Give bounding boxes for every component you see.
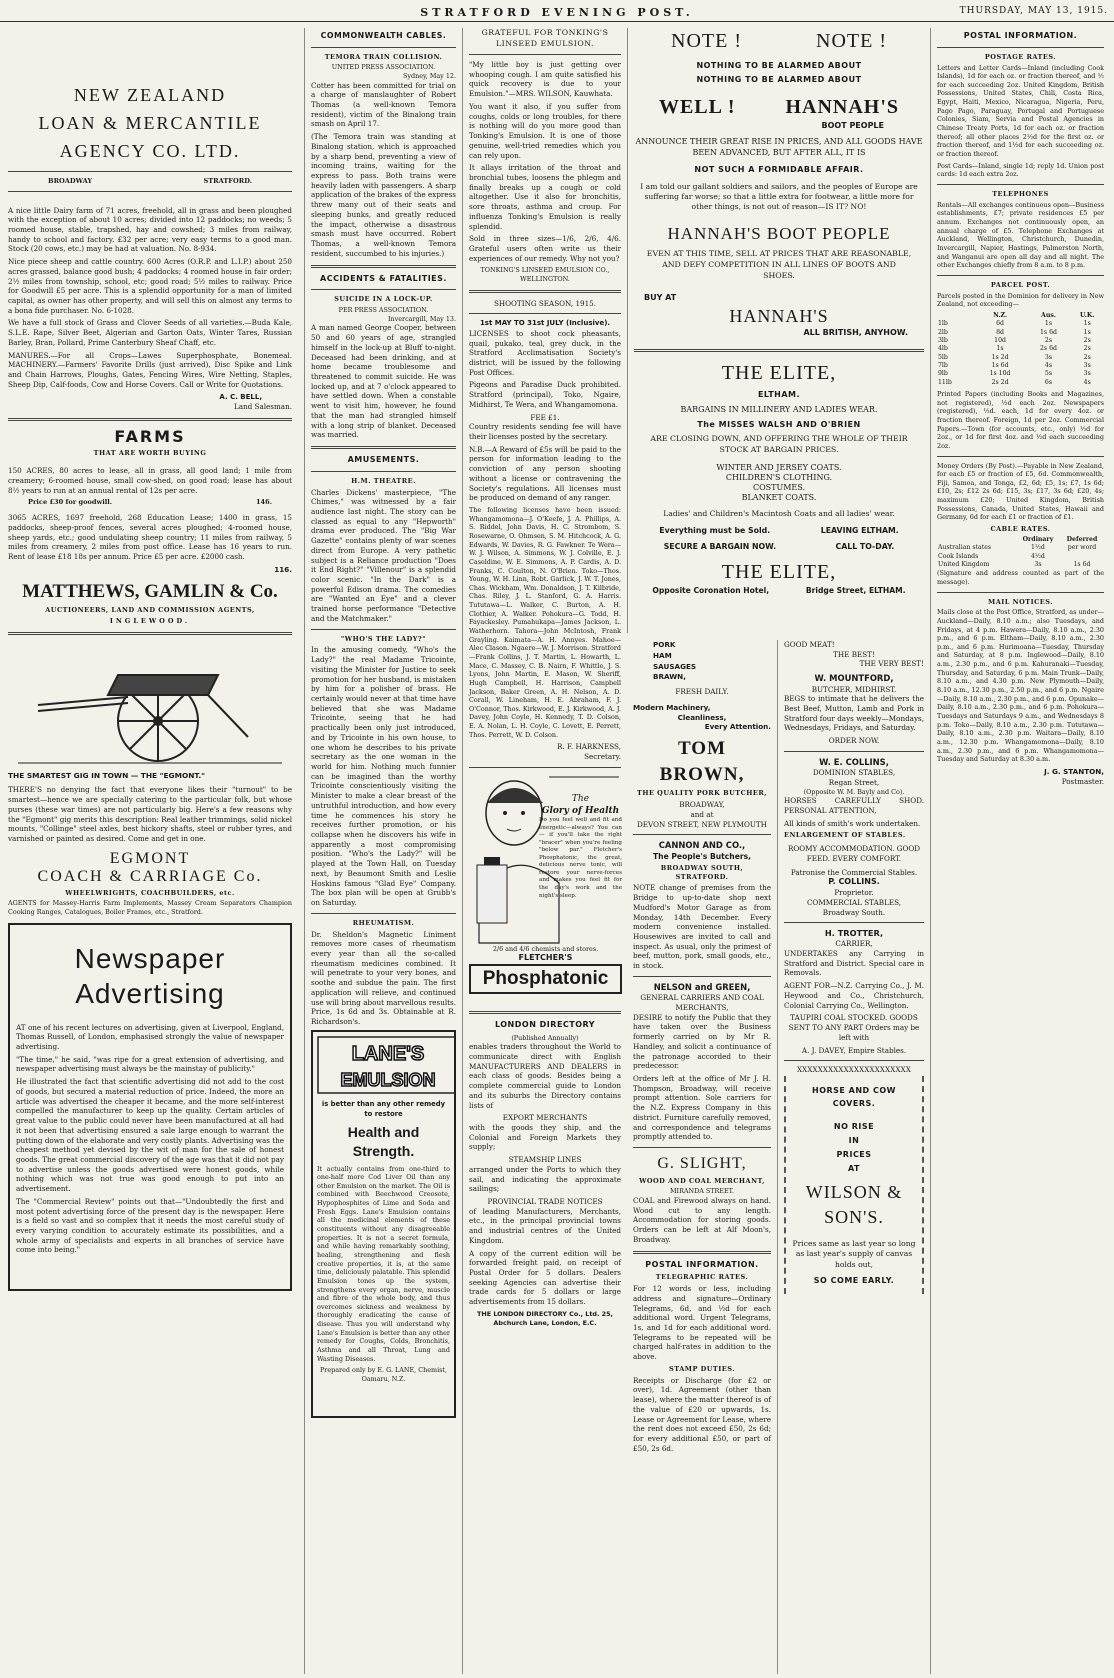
london-export-heading: EXPORT MERCHANTS — [502, 1113, 588, 1123]
wilson-prices: PRICES — [836, 1149, 872, 1159]
egmont-name-1: EGMONT — [109, 849, 191, 867]
parcel-rate-cell: 2s 6d — [1039, 345, 1057, 353]
column-4 — [627, 640, 777, 1674]
cable-rate-row — [937, 561, 1104, 569]
newspaper-title-line-2: Advertising — [75, 977, 225, 1009]
modern-2: Cleanliness, — [677, 712, 727, 722]
egmont-agents: AGENTS for Massey-Harris Farm Implements, Massey Cream Separators Champion Cooking Ranges, Catalogues, Boiler Frames, etc., Stratford. — [8, 899, 292, 916]
elite-title-2: THE ELITE, — [721, 560, 837, 583]
cable-rate-row — [937, 544, 1104, 552]
trotter-taupiri: TAUPIRI COAL STOCKED. GOODS SENT TO ANY PART Orders may be left with — [788, 1013, 920, 1042]
elite-winter-1: WINTER AND JERSEY COATS. — [716, 463, 842, 473]
phos-brand-2: Phosphatonic — [469, 964, 622, 994]
newspaper-para-2: "The time," he said, "was ripe for a great extension of advertising, and newspaper advertising must always be the mainstay of publicity." — [16, 1054, 284, 1074]
farms-number-2: 116. — [274, 564, 292, 574]
cable-note: (Signature and address counted as part of the message). — [937, 569, 1104, 586]
collins-title: W. E. COLLINS, — [819, 756, 889, 767]
egmont-name-2: COACH & CARRIAGE Co. — [37, 868, 263, 886]
matthews-subtitle: AUCTIONEERS, LAND AND COMMISSION AGENTS, — [45, 606, 255, 615]
elite-bridge: Bridge Street, ELTHAM. — [805, 585, 906, 595]
parcel-rate-row — [937, 379, 1104, 387]
parcel-rate-cell: 1s 6d — [991, 361, 1009, 369]
cable-rate-cell: Ordinary — [1022, 535, 1054, 543]
gig-title: THE SMARTEST GIG IN TOWN — THE "EGMONT." — [8, 771, 206, 781]
hannahs-title: HANNAH'S — [785, 95, 900, 118]
farms-ad — [8, 427, 292, 626]
tonkings-para-3: It allays irritation of the throat and bronchial tubes, loosens the phlegm and finally breaks up a cough or cold altogether. Use it also for bronchitis, sore throats, asthma and croup. For influenza Tonking's Emulsion is really splendid. — [469, 163, 621, 231]
whos-the-lady-heading: "WHO'S THE LADY?" — [340, 634, 427, 643]
elite-location: ELTHAM. — [757, 389, 801, 399]
london-directory-sub: (Published Annually) — [511, 1033, 579, 1042]
wilson-border-top: XXXXXXXXXXXXXXXXXXXXXX — [796, 1066, 912, 1075]
column-1 — [8, 28, 298, 1674]
parcel-post-heading: PARCEL POST. — [990, 280, 1051, 289]
the-best-line: THE BEST! — [833, 649, 875, 659]
good-meat-line: GOOD MEAT! — [784, 640, 835, 649]
nz-seeds: We have a full stock of Grass and Clover Seeds of all varieties.—Buda Kale, S.L.E. Rape, Silver Beet, Algerian and Garton Oats, Winter Tares, Russian Barley, Bran, Pollard, Prime Canterbury Sheaf Chaff, etc. — [8, 318, 292, 347]
parcel-rate-row — [937, 354, 1104, 362]
money-orders-para: Money Orders (By Post).—Payable in New Zealand, for each £5 or fraction of £5, 6d. Commonwealth, Fiji, Samoa, and Tonga, £2, 6d; £5, 1s; £7, 1s 6d; £10, 2s; £12 2s 6d; £15, 3s; £17, 3s 6d; £20, 4s; maximum £20; United Kingdom, British Possessions, Canada, United States, Hawaii and Germany, 6d for each £1 or fraction of £1. — [937, 461, 1104, 522]
mountford-butcher: BUTCHER, MIDHIRST. — [811, 684, 897, 694]
parcel-rate-cell — [937, 312, 974, 320]
buy-at-label: BUY AT — [644, 293, 677, 303]
post-cards-para: Post Cards—Inland, single 1d; reply 1d. Union post cards: 1d each extra 2oz. — [937, 161, 1104, 179]
told-text: I am told our gallant soldiers and sailors, and the peoples of Europe are suffering far worse; so that a little extra for footwear, a little more for other things, is not out of reason—IS IT? NO! — [640, 181, 918, 212]
elite-closing: ARE CLOSING DOWN, AND OFFERING THE WHOLE OF THEIR STOCK AT BARGAIN PRICES. — [650, 434, 908, 454]
matthews-place: INGLEWOOD. — [109, 616, 191, 625]
cable-rate-row — [937, 536, 1104, 544]
nothing-alarmed-1: NOTHING TO BE ALARMED ABOUT — [696, 61, 862, 70]
gig-illustration — [8, 645, 292, 765]
suicide-para: A man named George Cooper, between 50 and 60 years of age, strangled himself in the lock-up at Bluff to-night. Deceased had been drinking, and at home became troublesome and threatened to commit suicide. He was locked up, and at 7 o'clock appeared to have settled down. When a constable went to visit him, however, he found that the man had strangled himself with a long strip of blanket. Deceased was married. — [311, 323, 456, 440]
parcel-rate-cell: 2s 2d — [991, 378, 1009, 386]
elite-call: CALL TO-DAY. — [835, 542, 895, 552]
amusements-heading: AMUSEMENTS. — [347, 454, 420, 464]
parcel-rate-cell: 1s 6d — [1039, 328, 1057, 336]
theatre-para: Charles Dickens' masterpiece, "The Chimes," was witnessed by a fair audience last night. The story can be classed as equal to any "Hepworth" drama ever produced. The "Big War Gazette" contains plenty of war scenes direct from Europe. A very pathetic subject is a Reliance production "Does it End Right?" "Villenour" is a splendid color scenic. "In the Dark" is a powerful Edison drama. The comedies are "Wanted an Eye" and a clever trained horse performance "Detective and the Matchmaker." — [311, 487, 456, 623]
pork-line: PORK — [653, 640, 676, 649]
parcel-rates-table — [937, 312, 1104, 387]
cable-rates-table — [937, 536, 1104, 569]
tonkings-heading: GRATEFUL FOR TONKING'S LINSEED EMULSION. — [481, 28, 609, 48]
trotter-title: H. TROTTER, — [824, 928, 884, 939]
parcel-rate-cell: 2lb — [938, 328, 948, 336]
nz-manures: MANURES.—For all Crops—Lawes Superphosphate, Bonemeal. MACHINERY.—Farmers' Favorite Drills (just arrived), Disc Spike and Link and Chain Harrows, Ploughs, Gates, Fencing Wires, Wire Netting, Staples, Sheep Dip, Calf-foods, Cow and Horse Covers. Call or Write for Quotations. — [8, 350, 292, 389]
trotter-agent: AGENT FOR—N.Z. Carrying Co., J. M. Heywood and Co., Christchurch, Colonial Carrying Co., Wellington. — [784, 981, 924, 1010]
parcel-rate-cell: 3s — [1083, 361, 1091, 369]
phos-line-1: The — [571, 793, 590, 804]
parcel-rate-cell: 2s — [1083, 353, 1091, 361]
telegraphic-rates-heading: TELEGRAPHIC RATES. — [655, 1273, 749, 1282]
elite-misses: The MISSES WALSH AND O'BRIEN — [697, 419, 861, 429]
regan-street: Regan Street, — [828, 777, 880, 787]
broadway-south: Broadway South. — [822, 907, 886, 917]
note-left: NOTE ! — [671, 30, 742, 52]
parcel-rate-row — [937, 345, 1104, 353]
all-british-label: ALL BRITISH, ANYHOW. — [803, 328, 908, 338]
note-right: NOTE ! — [816, 30, 887, 52]
parcel-rate-cell: 1s — [996, 345, 1004, 353]
shooting-para-1: LICENSES to shoot cock pheasants, quail, pukako, teal, grey duck, in the Stratford Acclimatisation Society's district, will be issued by the following Post Offices. — [469, 328, 621, 377]
roomy-accommodation: ROOMY ACCOMMODATION. GOOD FEED. EVERY COMFORT. — [787, 844, 921, 863]
masthead — [0, 4, 1114, 22]
cables-para-2: (The Temora train was standing at Binalong station, which is approached by a sharp bend, preventing a view of incoming trains, waiting for the express to pass. Both trains were heavily laden with passengers. A sharp application of the brakes of the express threw many out of their seats and sleeping bunks, and greatly reduced the impact, otherwise a disastrous smash must have occurred. Robert Thomas, a well-known Temora resident, succumbed to his injuries.) — [311, 132, 456, 258]
pcollins-title: P. COLLINS. — [828, 877, 880, 887]
shooting-heading: SHOOTING SEASON, 1915. — [493, 298, 597, 308]
postal-information-title: POSTAL INFORMATION. — [963, 31, 1078, 40]
elite-opposite: Opposite Coronation Hotel, — [652, 585, 770, 595]
parcel-rate-cell: 9lb — [938, 370, 948, 378]
elite-everything: Everything must be Sold. — [659, 525, 771, 535]
phos-line-2: Glory of Health — [541, 805, 620, 816]
elite-title: THE ELITE, — [721, 361, 837, 384]
stamp-duties-para: Receipts or Discharge (for £2 or over), 1d. Agreement (other than lease), where the matter thereof is of the value of £20 or upwards, 1s. Lease or Agreement for Lease, where the rent does not exceed £50, 2s 6d; for every additional £50, or part of £50, 2s 6d. — [633, 1375, 771, 1453]
parcel-rate-cell: 2s — [1083, 345, 1091, 353]
whos-the-lady-para: In the amusing comedy, "Who's the Lady?" the real Madame Tricointe, visiting the Minister for Justice to seek promotion for her husband, is mistaken by him for a polisher of brass. He certainly would never at that time have believed that she was Madame Tricointe, seeing that he had practically been only just introduced, and by Tricointe in his own house, to one whom he describes to his private secretary as the one woman in the world for him. Nothing much funnier can be imagined than the worthy Tricointe conscientiously visiting the Minister to make a clear breast of the untruthful introduction, and how every time he commences his story he receives further promotion, or his collapse when he discovers his wife in apparently a most compromising position. "Who's the Lady?" will be played at the Town Hall, on Tuesday next, by Beaumont Smith and Leslie Hoskins famous "Glad Eye" Company. The box plan will be open at Grubb's on Saturday. — [311, 645, 456, 908]
tom-quality: THE QUALITY PORK BUTCHER, — [636, 789, 768, 798]
parcel-rate-row — [937, 312, 1104, 320]
cable-rates-heading: CABLE RATES. — [990, 525, 1051, 534]
shooting-signature-role: Secretary. — [584, 752, 621, 762]
newspaper-para-4: The "Commercial Review" points out that—"Undoubtedly the first and most potent advertising force of the present day is the newspaper. Here is a field so vast and so complex that it needs the most careful study of every varying condition to accurately estimate its possibilities, and a whole army of specialists and experts in all branches of service have come into being." — [16, 1196, 284, 1255]
accidents-heading: ACCIDENTS & FATALITIES. — [320, 273, 447, 283]
parcel-rate-cell: 5s — [1044, 370, 1053, 378]
elite-winter-4: BLANKET COATS. — [741, 493, 817, 503]
rheumatism-heading: RHEUMATISM. — [352, 918, 415, 927]
column-6 — [930, 28, 1110, 1674]
nz-title-line-2: LOAN & MERCANTILE — [38, 112, 262, 133]
rheumatism-para: Dr. Sheldon's Magnetic Liniment removes more cases of rheumatism every year than all the so-called rheumatism medicines combined. It will penetrate to your very bones, and soothe and subdue the pain. The first application will relieve, and continued use will bring about marvellous results. Price, 1s 6d and 3s. Obtainable at R. Richardson's. — [311, 929, 456, 1026]
newspaper-para-3: He illustrated the fact that scientific advertising did not add to the cost of goods, but secured a material reduction of price. Indeed, the more an article was advertised the cheaper it became, and the more self-interest compelled the manufacturer to keep up the quality. Certain articles of great value to the public could never have been manufactured at all had it not been that advertising ensured a sale large enough to warrant the putting down of the elaborate and very costly plants. Advertising was the cheapest method yet devised by the wit of man for the sale of honest goods. The great commercial discovery of the age was that it did not pay to advertise unless the goods advertised were honest goods, while nothing which was not true was good enough to put into an advertisement. — [16, 1077, 284, 1194]
column-5 — [777, 640, 930, 1674]
shooting-dates: 1st MAY TO 31st JULY (Inclusive). — [479, 319, 611, 328]
cables-heading: COMMONWEALTH CABLES. — [320, 31, 447, 40]
cable-rate-cell: Deferred — [1066, 535, 1098, 543]
postage-rates-para: Letters and Letter Cards—Inland (including Cook Islands), 1d for each oz. or fraction thereof, and ½ for each succeeding 2oz. United Kingdom, British Possessions, United States, Chili, Costa Rica, Egypt, Haiti, Mexico, Nicaragua, Nigeria, Peru, Pago Pago, Paraguay, Portugal and Portuguese Colonies, Siam, Servia and Postal Agencies in Chinese Treaty Ports, 1d for each oz. or fraction thereof; all other places 2½d for the first oz. or fraction thereof, and 1½d for each succeeding oz. or fraction thereof. — [937, 63, 1104, 158]
lanes-logo-line-1: LANE'S — [351, 1042, 425, 1065]
slight-wood: WOOD AND COAL MERCHANT, — [639, 1176, 765, 1185]
parcel-rate-row — [937, 370, 1104, 378]
nz-address-right: STRATFORD. — [203, 176, 252, 185]
tom-brown-title: TOM BROWN, — [659, 738, 745, 785]
wilson-no-rise: NO RISE — [833, 1122, 875, 1132]
tom-broadway: BROADWAY, — [679, 800, 725, 810]
shooting-signature: R. F. HARKNESS, — [557, 742, 621, 752]
london-directory-para-4: of leading Manufacturers, Merchants, etc., in the principal provincial towns and industrial centres of the United Kingdom. — [469, 1206, 621, 1245]
very-best-line: THE VERY BEST! — [859, 659, 924, 669]
lanes-logo-line-2: EMULSION — [340, 1069, 436, 1090]
cable-rate-cell: 4½d — [1031, 552, 1045, 560]
phos-line-4: 2/6 and 4/6 chemists and stores. — [492, 944, 599, 953]
parcel-rate-row — [937, 362, 1104, 370]
parcel-rate-cell: 4lb — [938, 345, 948, 353]
cable-rate-cell: 3s — [1034, 560, 1042, 568]
dominion-stables: DOMINION STABLES, — [812, 768, 896, 778]
parcel-rate-cell: 3s — [1083, 370, 1091, 378]
wilson-in: IN — [848, 1136, 860, 1146]
telephones-heading: TELEPHONES — [992, 189, 1049, 198]
farms-title: FARMS — [114, 426, 186, 446]
cables-dateline: Sydney, May 12. — [403, 71, 456, 80]
london-steamship-heading: STEAMSHIP LINES — [508, 1155, 582, 1165]
parcel-rate-cell: 4s — [1083, 378, 1091, 386]
shooting-fee: FEE £1. — [530, 412, 560, 422]
telephones-para: Rentals—All exchanges continuous open—Business establishments, £7; private residences £5 per annum. Exchanges not continuously open, an annual charge of £5. Telephone Exchanges at Auckland, Wellington, Christchurch, Dunedin, Invercargill, Napier, Hastings, Palmerston North, and Wanganui are open all day and all night. The other Exchanges chiefly from 8 a.m. to 8 p.m. — [937, 200, 1104, 270]
farms-listing-2: 3065 ACRES, 1697 freehold, 268 Education Lease; 1400 in grass, 15 paddocks, sheep-proof fences, several acres ploughed; 4-roomed house, sheep yards, etc.; good undulating sheep country; 11 miles from railway, 5 miles from creamery, 2 miles from post office. Lease has 16 years to run. Rent of lease £18 18s per annum. Price £5 per acre. £2000 cash. — [8, 513, 292, 562]
elite-bargains: BARGAINS IN MILLINERY AND LADIES WEAR. — [680, 404, 878, 414]
postage-rates-heading: POSTAGE RATES. — [984, 52, 1057, 61]
theatre-subheading: H.M. THEATRE. — [351, 476, 416, 485]
parcel-rate-cell: 1lb — [938, 320, 948, 328]
parcel-rate-cell: 2s — [1083, 336, 1091, 344]
announce-text: ANNOUNCE THEIR GREAT RISE IN PRICES, AND ALL GOODS HAVE BEEN ADVANCED, BUT AFTER ALL, IT IS — [635, 137, 923, 158]
telegraphic-rates-para: For 12 words or less, including address and signature—Ordinary Telegrams, 6d, and ½d for each additional word. Urgent Telegrams, 1s, and 1d for each additional word. Telegrams to be repeated will be charged half-rates in addition to the above. — [633, 1284, 771, 1362]
sausages-line: SAUSAGES — [653, 661, 697, 671]
wilson-so-come: SO COME EARLY. — [813, 1275, 895, 1285]
parcel-rate-cell: 10d — [994, 336, 1006, 344]
cable-rate-cell: United Kingdom — [938, 560, 990, 568]
parcel-rate-cell: U.K. — [1079, 311, 1095, 319]
matthews-title: MATTHEWS, GAMLIN & Co. — [22, 580, 278, 602]
parcel-rate-cell: Aus. — [1041, 311, 1056, 319]
wilson-covers: COVERS. — [832, 1099, 876, 1109]
nelson-title: NELSON and GREEN, — [653, 981, 751, 992]
tom-devon: DEVON STREET, NEW PLYMOUTH — [637, 819, 767, 829]
wilson-same: Prices same as last year so long as last year's supply of canvas holds out, — [792, 1239, 916, 1269]
nelson-para-1: DESIRE to notify the Public that they have taken over the Business formerly carried on by Mr R. Handley, and solicit a continuance of the patronage accorded to their predecessor. — [633, 1012, 771, 1071]
parcel-post-para: Parcels posted in the Dominion for delivery in New Zealand, not exceeding— — [937, 291, 1104, 309]
egmont-subtitle: WHEELWRIGHTS, COACHBUILDERS, etc. — [65, 888, 235, 897]
davey-empire: A. J. DAVEY, Empire Stables. — [801, 1045, 907, 1055]
cable-rate-cell: Cook Islands — [938, 552, 979, 560]
parcel-rate-cell: 6s — [1044, 378, 1053, 386]
patronise-stables: Patronise the Commercial Stables. — [790, 867, 918, 877]
slight-coal: COAL and Firewood always on hand. Wood cut to any length. Accommodation for storing goods. Orders can be left at Alf Moon's, Broadway. — [633, 1195, 771, 1244]
hannahs-boot-people-title: HANNAH'S BOOT PEOPLE — [667, 223, 891, 243]
newspaper-para-1: AT one of his recent lectures on advertising, given at Liverpool, England, Thomas Russell, of London, emphasised strongly the value of newspaper advertising. — [16, 1022, 284, 1052]
wilson-at: AT — [847, 1163, 861, 1173]
elite-winter-2: CHILDREN'S CLOTHING. — [725, 473, 833, 483]
tonkings-para-2: You want it also, if you suffer from coughs, colds or long troubles, for there is nothing will do you more good than Tonking's Emulsion. It is one of those genuine, well-tried remedies which you can rely upon. — [469, 101, 621, 160]
newspaper-advertising-box — [8, 923, 292, 1291]
london-directory-signature: THE LONDON DIRECTORY Co., Ltd. 25, Abchurch Lane, London, E.C. — [477, 1309, 613, 1327]
parcel-rate-cell: 1s — [1044, 320, 1053, 328]
modern-1: Modern Machinery, — [633, 702, 711, 712]
lanes-logo — [317, 1036, 456, 1094]
parcel-rate-cell: 1s 2d — [991, 353, 1009, 361]
nz-signature: A. C. BELL, — [219, 392, 262, 401]
opposite-bayly: (Opposite W. M. Bayly and Co). — [803, 787, 905, 796]
parcel-rate-row — [937, 329, 1104, 337]
column-2 — [304, 28, 462, 1674]
parcel-rate-cell: 11lb — [938, 378, 952, 386]
even-text: EVEN AT THIS TIME, SELL AT PRICES THAT ARE REASONABLE, AND DEFY COMPETITION IN ALL LINES OF BOOTS AND SHOES. — [646, 249, 912, 280]
cables-subheading: TEMORA TRAIN COLLISION. — [324, 52, 443, 61]
egmont-ad — [8, 641, 292, 917]
hannahs-title-2: HANNAH'S — [729, 305, 829, 326]
nelson-general: GENERAL CARRIERS AND COAL MERCHANTS, — [640, 993, 764, 1012]
nz-listing-2: Nice piece sheep and cattle country. 600 Acres (O.R.P. and L.I.P.) about 250 acres grassed, balance good bush; 4 paddocks; 4 roomed house in fair order; 2½ miles from township, school, etc; good road; 5½ miles to railway. Price for Goodwill £5 per acre. This is a splendid opportunity for a man of limited capital, as owner has other property, and will sell this on almost any terms to a bona fide purchaser. No. 6-1028. — [8, 257, 292, 315]
tom-and: and at — [690, 809, 714, 819]
cannon-title: CANNON AND CO., — [658, 840, 746, 851]
parcel-rate-cell: 4s — [1044, 361, 1053, 369]
cable-rate-cell — [1060, 553, 1104, 561]
elite-winter-3: COSTUMES. — [752, 483, 805, 493]
parcel-rate-cell: 8d — [996, 328, 1005, 336]
commercial-stables: COMMERCIAL STABLES, — [806, 897, 902, 907]
shooting-para-3: Country residents sending fee will have their licenses posted by the secretary. — [469, 422, 621, 442]
lanes-footer: Prepared only by E. G. LANE, Chemist, Oamaru, N.Z. — [320, 1366, 447, 1383]
cable-rate-cell: Australian states — [938, 544, 992, 552]
phos-brand-1: FLETCHER'S — [518, 953, 573, 963]
wilson-title: WILSON & — [805, 1182, 903, 1203]
postmaster-role: Postmaster. — [1061, 776, 1104, 786]
well-text: WELL ! — [658, 95, 736, 118]
farms-number-1: 146. — [255, 498, 272, 507]
lanes-headline: Health and Strength. — [347, 1123, 420, 1159]
parcel-rate-cell: 7lb — [938, 361, 948, 369]
lanes-body: It actually contains from one-third to one-half more Cod Liver Oil than any other Emulsion on the market. The Oil is combined with Beechwood Creosote, Hypophosphites of Lime and Soda and Fresh Eggs. Lane's Emulsion contains all the medicinal elements of these constituents without any disagreeable properties. It is not a secret formula, and while having remarkably soothing, healing, strengthening and flesh creative properties, it is, at the same time, deliciously palatable. This splendid Emulsion tones up the system, strengthens every organ, nerve, muscle and fibre of the whole body, and thus overcomes sickness and weakness by thoroughly eradicating the cause of disease. Thus you will understand why Lane's Emulsion is better than any other remedy for Coughs, Colds, Bronchitis, Asthma and all Throat, Lung and Wasting Diseases. — [317, 1164, 450, 1363]
masthead-title: STRATFORD EVENING POST. — [420, 6, 694, 19]
parcel-rate-cell: 1s 10d — [989, 370, 1011, 378]
farms-subtitle: THAT ARE WORTH BUYING — [93, 449, 207, 458]
farms-listing-1: 150 ACRES, 80 acres to lease, all in grass, all good land; 1 mile from creamery; 6-roomed house, small cow-shed, on good road; lease has about 8½ years to run at an annual rental of 12s per acre. — [8, 466, 292, 495]
cable-rate-row — [937, 553, 1104, 561]
fresh-daily: FRESH DAILY. — [675, 687, 729, 697]
printed-papers-para: Printed Papers (including Books and Magazines, not registered), ½d each 2oz. Newspapers (registered), ½d. each, 1d for every 4oz. or fraction thereof. Foreign, 1d per 2oz. Commercial Papers.—Town (for accounts, etc., only) ½d for 2oz., or 1d for first 4oz. and ½d each succeeding 2oz. — [937, 390, 1104, 450]
not-such-text: NOT SUCH A FORMIDABLE AFFAIR. — [694, 164, 864, 174]
tonkings-para-1: "My little boy is just getting over whooping cough. I am quite satisfied his quick recovery is due to your Emulsion."—MRS. WILSON, Kauwhata. — [469, 60, 621, 99]
horses-shod: HORSES CAREFULLY SHOD. PERSONAL ATTENTION, — [784, 796, 924, 815]
trotter-carrier: CARRIER, — [835, 939, 873, 949]
wilson-sons: SON'S. — [824, 1206, 884, 1227]
nothing-alarmed-2: NOTHING TO BE ALARMED ABOUT — [696, 74, 862, 84]
modern-3: Every Attention. — [704, 722, 771, 732]
elite-mac: Ladies' and Children's Macintosh Coats and all ladies' wear. — [663, 509, 895, 519]
cable-rate-cell: per word — [1067, 544, 1097, 552]
cables-source: UNITED PRESS ASSOCIATION. — [331, 63, 436, 72]
lanes-emulsion-ad — [311, 1030, 456, 1418]
shooting-licenses: The following licenses have been issued: Whangamomona—J. O'Keefe, J. A. Phillips, A. S. Riddel, John Davis, H. C. Strombom, S. Rosewarne, O. Ohmsen, S. M. Hitchcock, A. G. Edwards, W. Davies, R. G. Fawkner. Te Wera—W. J. Wilson, A. Simmons, W. J. Colville, E. J. Caseldine, W. E. Simmons, A. P. Cardis, A. D. Franks, C. Coulton, N. O'Brien. Toko—Thos. Young, W. H. Linn, Robt. Garlick, J. W. T. Jones, Chas. Wickham, Wm. Donaldson, J. T. Kilbride, Chas. Riley, J. L. Stanford, G. A. Harris. Tututawa—L. Walker, C. Burton, A. H. Clothier, A. Walker. Pohokura—G. Todd, H. Fayackesley. Pumahukapa—James Jackson, L. Watherhorn. Tahora—John McIntosh, Frank Grayling. Kaimata—A. H. Annyes. Mahoe—Alec Clason. Ngaere—W. J. Morrison. Stratford—Frank Collins, J. T. Martin, L. Howarth, L. Mace, C. Massey, C. B. Nairn, F. Whittle, J. S. Lyons, John Martin, E. Mason, W. Sheriff, Hugh Campbell, H. Harrison, Campbell Jackson, Baker Green, A. H. Nelson, A. D. Corall, W. Lineham, H. E. Abraham, F. J. O'Connor, Thos. Kirkwood, E. J. Kirkwood, A. J. Davey, John Coyle, H. Kennedy, T. D. Colson, E. A. Nolan, L. H. Coyle, C. Lovett, E. Perrett, Thos. Perrett, W. D. Colson. — [469, 506, 621, 739]
london-directory-para-5: A copy of the current edition will be forwarded freight paid, on receipt of Postal Order for 5 dollars. Dealers seeking Agencies can advertise their trade cards for 5 dollars or large advertisements from 15 dollars. — [469, 1248, 621, 1307]
cable-rate-cell: 1s 6d — [1073, 560, 1091, 568]
suicide-dateline: Invercargill, May 13. — [388, 314, 456, 323]
cable-rate-cell: 1½d — [1031, 544, 1045, 552]
parcel-rate-cell: 1s — [1083, 328, 1091, 336]
mountford-para: BEGS to intimate that he delivers the Best Beef, Mutton, Lamb and Pork in Stratford four days weekly—Mondays, Wednesdays, Fridays, and Saturday. — [784, 694, 924, 733]
lanes-tagline: is better than any other remedy to restore — [321, 1100, 446, 1118]
cable-rate-cell — [937, 536, 1016, 544]
phosphatonic-ad — [469, 773, 621, 1005]
tonkings-signature: TONKING'S LINSEED EMULSION CO., WELLINGTON. — [480, 266, 610, 284]
cannon-notice: NOTE change of premises from the Bridge to up-to-date shop next Mudford's Motor Garage as from Monday, 14th December. Every modern convenience installed. Housewives are invited to call and inspect. As usual, only the primest of beef, mutton, pork, small goods, etc., in stock. — [633, 883, 771, 971]
london-directory-para-3: arranged under the Ports to which they sail, and indicating the approximate sailings; — [469, 1164, 621, 1194]
cannon-peoples: The People's Butchers, — [652, 851, 752, 861]
trotter-undertakes: UNDERTAKES any Carrying in Stratford and District. Special care in Removals. — [784, 949, 924, 978]
cables-para-1: Cotter has been committed for trial on a charge of manslaughter of Robert Thomas (a well-known Temora resident), victim of the Binalong train smash on April 17. — [311, 80, 456, 129]
column-3 — [462, 28, 627, 1674]
boot-people-label: BOOT PEOPLE — [821, 120, 884, 130]
london-directory-heading: LONDON DIRECTORY — [494, 1019, 596, 1029]
wilson-ad — [784, 1076, 924, 1294]
brawn-line: BRAWN, — [653, 672, 686, 682]
newspaper-title-line-1: Newspaper — [74, 942, 226, 974]
nz-loan-ad — [8, 82, 292, 412]
wilson-horse-cow: HORSE AND COW — [812, 1085, 896, 1095]
postal-info-heading: POSTAL INFORMATION. — [645, 1259, 759, 1269]
suicide-subheading: SUICIDE IN A LOCK-UP. — [334, 295, 433, 304]
nz-title-line-3: AGENCY CO. LTD. — [59, 140, 241, 161]
cannon-address: BROADWAY SOUTH, STRATFORD. — [660, 863, 744, 881]
parcel-rate-cell: 2s — [1044, 336, 1053, 344]
gig-description: THERE'S no denying the fact that everyone likes their "turnout" to be smartest—hence we are specially catering to the particular folk, but whose purses (these war times) are not particularly big. Here's a few reasons why the "Egmont" gig merits this description: Real leather trimmings, solid nickel mounts, "Collinge" steel axles, best hickory shafts, steel or rubber tyres, and varnished or painted as desired. Come and get in one. — [8, 785, 292, 844]
elite-secure: SECURE A BARGAIN NOW. — [663, 542, 777, 552]
nelson-para-2: Orders left at the office of Mr J. H. Thompson, Broadway, will receive prompt attention. Sole carriers for the N.Z. Express Company in this district. Furniture carefully removed, and correspondence and telegrams promptly attended to. — [633, 1073, 771, 1142]
mail-notices-para: Mails close at the Post Office, Stratford, as under— Auckland—Daily, 8.10 a.m.; also Tuesdays, and Fridays, at 4 p.m. Hawera—Daily, 8.10 a.m., 2.30 p.m., and 6 p.m. Eltham—Daily, 8.10 a.m., 2.30 p.m., and 6 p.m. Hurimoana—Tuesday, Thursday and Saturday, at 8 p.m. Inglewood—Daily, 8.10 a.m., 2.30 p.m., and 6 p.m. Kahuranaki—Tuesday, Thursday, and Saturday, 6 p.m. Main Trunk—Daily, 8.10 a.m., and 4.30 p.m. New Plymouth—Daily, 8.10 a.m., 12.30 p.m., 2.50 p.m., and 6 p.m. Ngaire—Daily, 8.10 a.m., 2.30 p.m., and 6 p.m. Opunake—Daily, 8.10 a.m., 2.30 p.m., and 6 p.m. Pohokura—Tuesdays and Saturdays 9 a.m., and Wednesdays 8 p.m. Toko—Daily, 8.10 a.m., 2.30 p.m. Tututawa—Daily, 8.10 a.m., 2.30 p.m. Waitara—Daily, 8.10 a.m., 12.30 p.m. Whangamomona—Daily, 8.10 a.m., 2.30 p.m., and 6 p.m. Whangamomona—Tuesday and Saturday at 8.30 a.m. — [937, 608, 1104, 764]
smith-work: All kinds of smith's work undertaken. — [784, 818, 921, 828]
nz-listing-1: A nice little Dairy farm of 71 acres, freehold, all in grass and been ploughed with the exception of about 10 acres; divided into 12 paddocks; no weeds; 5 roomed house, stable, trapshed, hay and cowshed; 3 miles from railway, handy to school and factory. £32 per acre; very easy terms to a good man. Stock (20 cows, etc.) may be had at valuation. No. 8-934. — [8, 205, 292, 254]
ham-line: HAM — [653, 650, 672, 660]
mail-notices-heading: MAIL NOTICES. — [988, 597, 1053, 606]
pcollins-proprietor: Proprietor. — [834, 888, 874, 898]
nz-signature-role: Land Salesman. — [233, 401, 292, 411]
phos-line-3: Do you feel well and fit and energetic—always? You can — if you'll take the right "bracer" when you're feeling "below par." Fletcher's Phosphatonic, the great, delicious nerve tonic, will restore your nerve-forces and makes you feel fit for the day's work and the night's sleep. — [539, 817, 622, 899]
enlargement: ENLARGEMENT OF STABLES. — [784, 831, 906, 840]
parcel-rate-cell: 5lb — [938, 353, 948, 361]
parcel-rate-row — [937, 337, 1104, 345]
postmaster-signature: J. G. STANTON, — [1044, 766, 1104, 776]
nz-address-left: BROADWAY — [48, 176, 93, 185]
parcel-rate-cell: 1s — [1083, 320, 1091, 328]
shooting-para-2: Pigeons and Paradise Duck prohibited. Stratford (principal), Toko, Ngaire, Midhirst, Te Wera, and Whangamomona. — [469, 380, 621, 409]
london-provincial-heading: PROVINCIAL TRADE NOTICES — [487, 1197, 603, 1207]
slight-title: G. SLIGHT, — [657, 1154, 747, 1172]
order-now: ORDER NOW. — [828, 736, 880, 746]
columns-4-5-top — [627, 28, 930, 633]
mountford-title: W. MOUNTFORD, — [814, 673, 894, 684]
elite-leaving: LEAVING ELTHAM. — [820, 525, 899, 535]
parcel-rate-cell: 6d — [996, 320, 1005, 328]
stamp-duties-heading: STAMP DUTIES. — [669, 1364, 735, 1373]
parcel-rate-cell: N.Z. — [993, 311, 1008, 319]
london-directory-para-2: with the goods they ship, and the Colonial and Foreign Markets they supply; — [469, 1122, 621, 1152]
london-directory-para-1: enables traders throughout the World to communicate direct with English MANUFACTURERS AND DEALERS in each class of goods. Besides being a complete commercial guide to London and its suburbs the Directory contains lists of — [469, 1042, 621, 1110]
parcel-rate-row — [937, 320, 1104, 328]
parcel-rate-cell: 3lb — [938, 336, 948, 344]
nz-title-line-1: NEW ZEALAND — [73, 85, 227, 105]
parcel-rate-cell: 3s — [1044, 353, 1053, 361]
shooting-para-4: N.B.—A Reward of £5s will be paid to the person for information leading to the conviction of any person shooting without a license or contravening the Society's regulations. All licenses must be produced on demand of any ranger. — [469, 444, 621, 503]
masthead-date: THURSDAY, MAY 13, 1915. — [959, 6, 1108, 16]
slight-miranda: MIRANDA STREET. — [670, 1187, 734, 1196]
farms-price-1: Price £30 for goodwill. — [28, 498, 113, 507]
tonkings-para-4: Sold in three sizes—1/6, 2/6, 4/6. Grateful users often write us their experiences of our remedy. Why not you? — [469, 234, 621, 263]
suicide-source: PER PRESS ASSOCIATION. — [338, 306, 429, 315]
